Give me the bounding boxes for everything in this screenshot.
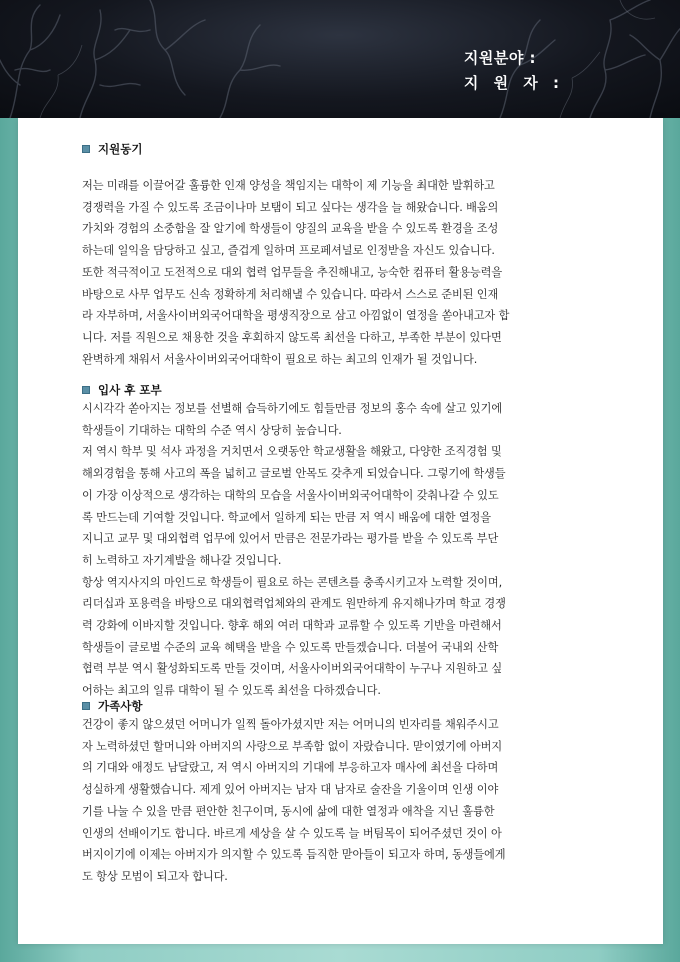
section-body-motivation: 저는 미래를 이끌어갈 훌륭한 인재 양성을 책임지는 대학이 제 기능을 최대한 발휘하고 경쟁력을 가질 수 있도록 조금이나마 보탬이 되고 싶다는 생각을 늘 해왔습니다. 배움의 가치와 경험의 소중함을 잘 알기에 학생들이 양질의 교육을 받을 수 있도록 환경을 조성 하는데 일익을 담당하고 싶고, 즐겁게 일하며 프로페셔널로 인정받을 자신도 있습니다. 또한 적극적이고 도전적으로 대외 협력 업무들을 추진해내고, 능숙한 컴퓨터 활용능력을 바탕으로 사무 업무도 신속 정확하게 처리해낼 수 있습니다. 따라서 스스로 준비된 인재 라 자부하며, 서울사이버외국어대학을 평생직장으로 삼고 아낌없이 열정을 쏟아내고자 합 니다. 저를 직원으로 채용한 것을 후회하지 않도록 최선을 다하고, 부족한 부분이 있다면 완벽하게 채워서 서울사이버외국어대학이 필요로 하는 최고의 인재가 될 것입니다. xyxy=(82,179,510,366)
field-label-applicant: 지 원 자 : xyxy=(463,74,564,92)
section-title-text: 지원동기 xyxy=(98,142,143,156)
field-label-applied-area: 지원분야 : xyxy=(463,49,537,67)
section-title-text: 입사 후 포부 xyxy=(98,383,162,397)
section-body-aspiration: 시시각각 쏟아지는 정보를 선별해 습득하기에도 힘들만큼 정보의 홍수 속에 살고 있기에 학생들이 기대하는 대학의 수준 역시 상당히 높습니다. 저 역시 학부 및 석사 과정을 거치면서 오랫동안 학교생활을 해왔고, 다양한 조직경험 및 해외경험을 통해 사고의 폭을 넓히고 글로벌 안목도 갖추게 되었습니다. 그렇기에 학생들 이 가장 이상적으로 생각하는 대학의 모습을 서울사이버외국어대학이 갖춰나갈 수 있도 록 만드는데 기여할 것입니다. 학교에서 일하게 되는 만큼 저 역시 배움에 대한 열정을 지니고 교무 및 대외협력 업무에 있어서 만큼은 전문가라는 평가를 받을 수 있도록 부단 히 노력하고 자기계발을 해나갈 것입니다. 항상 역지사지의 마인드로 학생들이 필요로 하는 콘텐츠를 충족시키고자 노력할 것이며, 리더십과 포용력을 바탕으로 대외협력업체와의 관계도 원만하게 유지해나가며 학교 경쟁 력 강화에 이바지할 것입니다. 향후 해외 여러 대학과 교류할 수 있도록 기반을 마련해서 학생들이 글로벌 수준의 교육 혜택을 받을 수 있도록 만들겠습니다. 더불어 국내외 산학 협력 부분 역시 활성화되도록 만들 것이며, 서울사이버외국어대학이 누구나 지원하고 싶 어하는 최고의 일류 대학이 될 수 있도록 최선을 다하겠습니다. xyxy=(82,402,506,698)
coral-branch-decoration xyxy=(0,0,680,118)
square-bullet-icon xyxy=(82,145,90,153)
section-title-text: 가족사항 xyxy=(98,699,143,713)
square-bullet-icon xyxy=(82,386,90,394)
document-header xyxy=(0,0,680,118)
section-title-family xyxy=(82,698,142,714)
applicant-fields xyxy=(464,46,564,96)
section-title-motivation xyxy=(82,141,142,157)
section-body-family: 건강이 좋지 않으셨던 어머니가 일찍 돌아가셨지만 저는 어머니의 빈자리를 채워주시고 자 노력하셨던 할머니와 아버지의 사랑으로 부족함 없이 자랐습니다. 맏이였기에 아버지 의 기대와 애정도 남달랐고, 저 역시 아버지의 기대에 부응하고자 매사에 최선을 다하며 성실하게 생활했습니다. 제게 있어 아버지는 남자 대 남자로 술잔을 기울이며 인생 이야 기를 나눌 수 있을 만큼 편안한 친구이며, 동시에 삶에 대한 열정과 애착을 지닌 훌륭한 인생의 선배이기도 합니다. 바르게 세상을 살 수 있도록 늘 버팀목이 되어주셨던 것이 아 버지이기에 이제는 아버지가 의지할 수 있도록 듬직한 맏아들이 되고자 하며, 동생들에게 도 항상 모범이 되고자 합니다. xyxy=(82,718,506,883)
square-bullet-icon xyxy=(82,702,90,710)
section-title-aspiration xyxy=(82,382,162,398)
